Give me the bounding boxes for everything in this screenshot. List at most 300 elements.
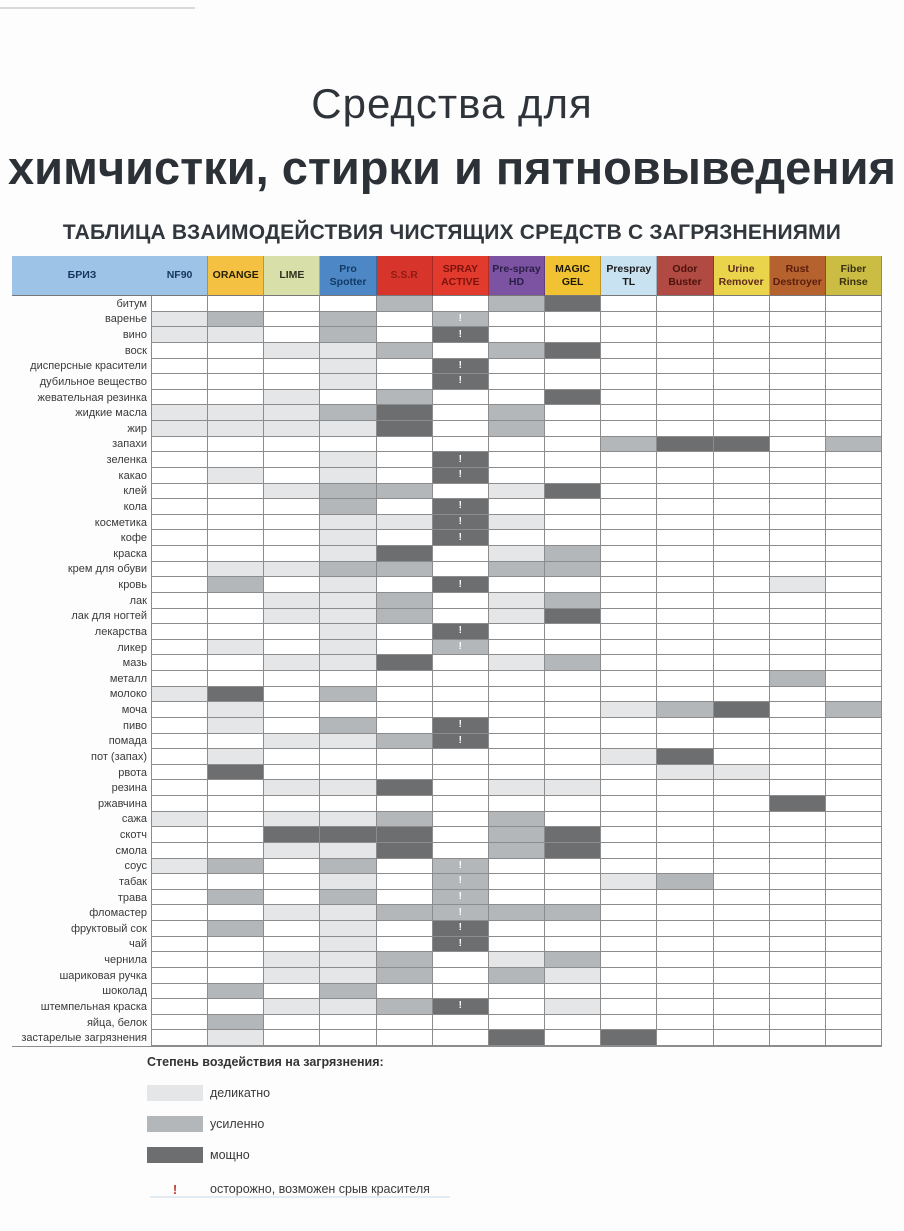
cell [545,452,601,468]
row-label: моча [12,702,152,718]
cell [377,905,433,921]
cell [377,937,433,953]
row-label: застарелые загрязнения [12,1030,152,1046]
cell [489,1030,545,1046]
cell [208,359,264,375]
cell [264,999,320,1015]
cell [826,968,882,984]
caution-mark: ! [458,641,463,653]
cell [377,1030,433,1046]
cell [152,765,208,781]
cell [545,609,601,625]
cell [264,452,320,468]
cell [489,874,545,890]
row-label: сажа [12,812,152,828]
caution-mark: ! [458,891,463,903]
cell [264,1015,320,1031]
cell [264,343,320,359]
row-label: жир [12,421,152,437]
cell [657,296,713,312]
cell [208,718,264,734]
row-label: яйца, белок [12,1015,152,1031]
cell [545,655,601,671]
row-label: дисперсные красители [12,359,152,375]
cell [152,812,208,828]
cell [208,999,264,1015]
cell [657,640,713,656]
cell [770,515,826,531]
cell [826,437,882,453]
row-label: пот (запах) [12,749,152,765]
cell [714,499,770,515]
row-label: лак для ногтей [12,609,152,625]
cell [657,515,713,531]
cell [320,984,376,1000]
cell [714,734,770,750]
cell [264,921,320,937]
cell [377,734,433,750]
cell [826,390,882,406]
cell [714,343,770,359]
cell [826,562,882,578]
cell [433,859,489,875]
cell [601,780,657,796]
cell [545,734,601,750]
caution-mark: ! [458,469,463,481]
cell [208,405,264,421]
cell [657,734,713,750]
cell [714,484,770,500]
column-header-brand: БРИЗ [12,256,152,296]
cell [320,546,376,562]
caution-mark: ! [458,328,463,340]
cell [489,499,545,515]
cell [264,515,320,531]
cell [320,921,376,937]
cell [489,749,545,765]
cell [657,702,713,718]
cell [433,890,489,906]
cell [208,796,264,812]
cell [152,515,208,531]
cell [714,405,770,421]
column-header-magic-gel: MAGIC GEL [545,256,601,296]
row-label: кофе [12,530,152,546]
column-header-odor-buster: Odor Buster [657,256,713,296]
column-header-pre-spray-hd: Pre-spray HD [489,256,545,296]
cell [657,687,713,703]
caution-mark: ! [458,734,463,746]
row-label: молоко [12,687,152,703]
cell [826,780,882,796]
legend-item-delicate [147,1085,587,1101]
cell [714,421,770,437]
cell [545,780,601,796]
cell [489,812,545,828]
cell [601,640,657,656]
cell [208,812,264,828]
cell [770,874,826,890]
cell [489,734,545,750]
cell [770,421,826,437]
cell [826,546,882,562]
cell [264,374,320,390]
cell [152,312,208,328]
cell [320,359,376,375]
cell [377,999,433,1015]
cell [264,390,320,406]
cell [377,468,433,484]
cell [826,499,882,515]
cell [264,312,320,328]
cell [377,765,433,781]
cell [264,609,320,625]
row-label: клей [12,484,152,500]
cell [208,655,264,671]
cell [714,546,770,562]
cell [264,687,320,703]
cell [320,968,376,984]
cell [657,780,713,796]
cell [826,452,882,468]
cell [320,530,376,546]
cell [601,374,657,390]
cell [714,593,770,609]
cell [377,921,433,937]
cell [433,374,489,390]
cell [264,405,320,421]
caution-mark: ! [458,375,463,387]
cell [264,890,320,906]
cell [433,827,489,843]
cell [320,640,376,656]
caution-mark: ! [458,875,463,887]
cell [208,859,264,875]
cell [770,327,826,343]
cell [264,546,320,562]
row-label: чернила [12,952,152,968]
cell [377,562,433,578]
cell [320,312,376,328]
cell [601,749,657,765]
cell [433,952,489,968]
row-label: зеленка [12,452,152,468]
cell [601,359,657,375]
cell [489,405,545,421]
cell [433,843,489,859]
cell [320,343,376,359]
cell [208,874,264,890]
row-label: лак [12,593,152,609]
cell [208,749,264,765]
cell [208,921,264,937]
cell [208,452,264,468]
cell [208,890,264,906]
cell [714,968,770,984]
page-subtitle: ТАБЛИЦА ВЗАИМОДЕЙСТВИЯ ЧИСТЯЩИХ СРЕДСТВ С ЗАГРЯЗНЕНИЯМИ [62,221,842,244]
cell [770,499,826,515]
cell [208,905,264,921]
cell [489,937,545,953]
cell [770,405,826,421]
cell [489,640,545,656]
cell [489,577,545,593]
cell [826,843,882,859]
cell [826,765,882,781]
cell [826,921,882,937]
cell [152,359,208,375]
cell [320,296,376,312]
cell [264,562,320,578]
cell [657,921,713,937]
cell [152,718,208,734]
cell [152,843,208,859]
cell [152,968,208,984]
cell [433,734,489,750]
cell [320,452,376,468]
cell [826,405,882,421]
cell [657,655,713,671]
cell [152,702,208,718]
cell [657,749,713,765]
cell [489,562,545,578]
cell [433,655,489,671]
cell [489,780,545,796]
cell [770,999,826,1015]
cell [826,937,882,953]
cell [601,562,657,578]
cell [601,312,657,328]
cell [770,593,826,609]
cell [152,609,208,625]
cell [152,655,208,671]
row-label: воск [12,343,152,359]
cell [320,749,376,765]
cell [377,890,433,906]
cell [545,530,601,546]
cell [320,718,376,734]
cell [657,421,713,437]
cell [545,390,601,406]
cell [714,687,770,703]
row-label: шоколад [12,984,152,1000]
cell [826,687,882,703]
cell [657,327,713,343]
cell [320,765,376,781]
cell [433,671,489,687]
cell [489,718,545,734]
cell [433,405,489,421]
cell [601,624,657,640]
column-header-orange: ORANGE [208,256,264,296]
cell [826,984,882,1000]
cell [377,609,433,625]
legend-swatch-dark-gray [147,1147,203,1163]
column-header-spray-active: SPRAY ACTIVE [433,256,489,296]
cell [657,359,713,375]
cell [770,577,826,593]
cell [264,624,320,640]
cell [545,827,601,843]
cell [489,593,545,609]
cell [320,905,376,921]
cell [714,890,770,906]
cell [264,702,320,718]
row-label: штемпельная краска [12,999,152,1015]
cell [433,343,489,359]
cell [657,343,713,359]
cell [601,577,657,593]
cell [489,655,545,671]
cell [433,624,489,640]
column-header-pro-spotter: Pro Spotter [320,256,376,296]
cell [770,624,826,640]
cell [601,421,657,437]
cell [657,437,713,453]
column-header-fiber-rinse: Fiber Rinse [826,256,882,296]
cell [433,640,489,656]
cell [657,905,713,921]
cell [208,343,264,359]
cell [152,671,208,687]
cell [377,577,433,593]
cell [377,499,433,515]
cell [152,577,208,593]
cell [320,843,376,859]
cell [208,624,264,640]
cell [320,577,376,593]
row-label: ликер [12,640,152,656]
cell [601,671,657,687]
cell [320,390,376,406]
cell [601,812,657,828]
cell [377,452,433,468]
cell [152,874,208,890]
cell [601,952,657,968]
cell [826,421,882,437]
cell [264,468,320,484]
cell [489,515,545,531]
cell [208,843,264,859]
cell [657,984,713,1000]
cell [826,530,882,546]
cell [826,609,882,625]
cell [545,640,601,656]
cell [320,405,376,421]
cell [208,562,264,578]
cell [601,530,657,546]
cell [208,468,264,484]
cell [601,343,657,359]
cell [264,749,320,765]
cell [264,484,320,500]
cell [264,499,320,515]
row-label: металл [12,671,152,687]
cell [152,890,208,906]
cell [377,827,433,843]
cell [770,312,826,328]
cell [152,546,208,562]
cell [152,921,208,937]
cell [545,905,601,921]
cell [545,765,601,781]
cell [377,405,433,421]
cell [264,359,320,375]
caution-mark: ! [458,312,463,324]
cell [714,952,770,968]
cell [714,780,770,796]
cell [208,687,264,703]
cell [264,577,320,593]
cell [377,312,433,328]
cell [433,796,489,812]
cell [714,640,770,656]
cell [433,1030,489,1046]
cell [152,827,208,843]
cell [770,530,826,546]
cell [489,546,545,562]
cell [489,624,545,640]
cell [714,765,770,781]
cell [152,452,208,468]
cell [208,827,264,843]
cell [545,796,601,812]
cell [377,874,433,890]
cell [826,874,882,890]
row-label: пиво [12,718,152,734]
cell [152,1030,208,1046]
cell [152,327,208,343]
cell [264,765,320,781]
cell [208,984,264,1000]
cell [714,905,770,921]
cell [601,734,657,750]
cell [208,546,264,562]
cell [770,702,826,718]
cell [826,515,882,531]
cell [320,671,376,687]
row-label: трава [12,890,152,906]
cell [545,296,601,312]
cell [714,749,770,765]
cell [320,1015,376,1031]
cell [770,921,826,937]
cell [433,593,489,609]
cell [545,843,601,859]
cell [433,812,489,828]
cell [264,937,320,953]
cell [264,968,320,984]
cell [152,593,208,609]
cell [601,890,657,906]
cell [545,437,601,453]
cell [714,515,770,531]
cell [264,812,320,828]
cell [545,468,601,484]
cell [826,343,882,359]
cell [657,812,713,828]
cell [545,671,601,687]
cell [152,468,208,484]
cell [320,734,376,750]
cell [264,718,320,734]
cell [714,984,770,1000]
cell [545,984,601,1000]
cell [489,921,545,937]
cell [545,515,601,531]
cell [601,655,657,671]
cell [377,530,433,546]
